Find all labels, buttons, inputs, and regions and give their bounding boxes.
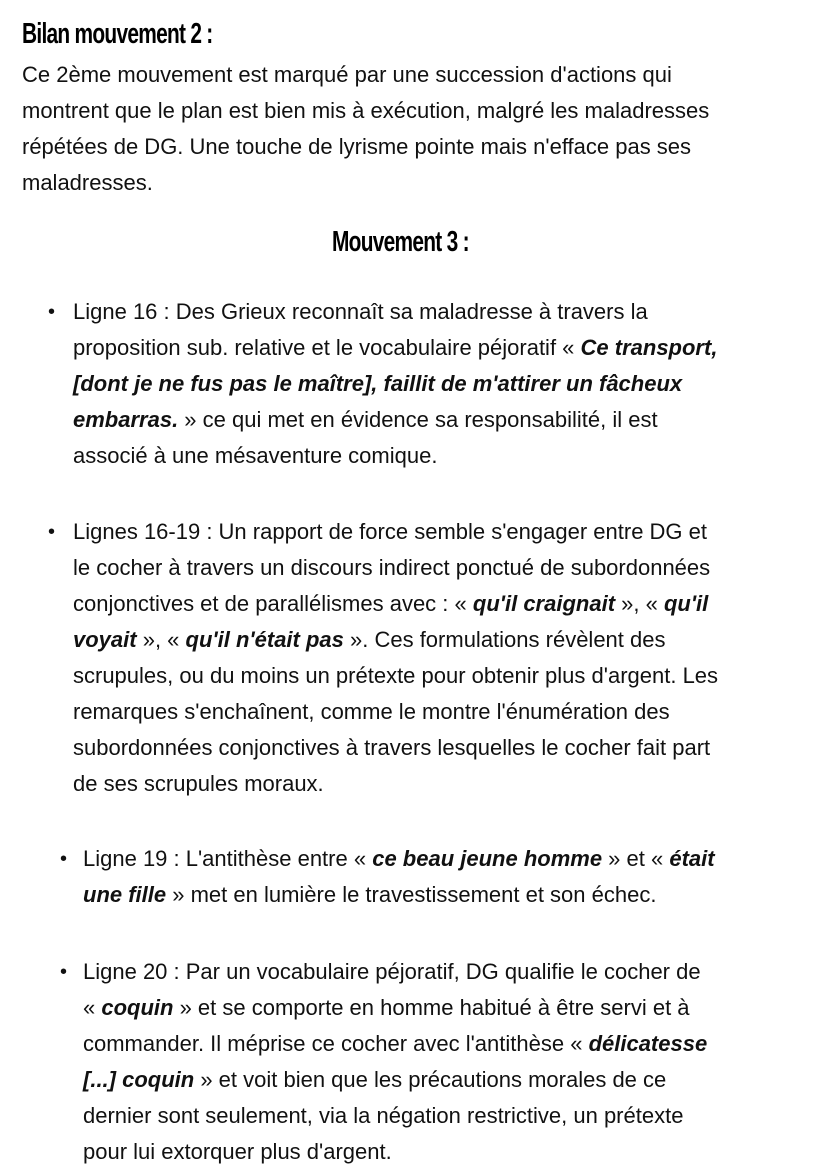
text-line <box>22 57 709 93</box>
text-segment: ». Ces formulations révèlent des <box>343 627 666 652</box>
text-segment: Lignes 16-19 : Un rapport de force semble s'engager entre DG et <box>73 519 708 544</box>
text-segment: » et « <box>602 846 670 871</box>
quotation-emphasis: délicatesse <box>588 1031 708 1056</box>
quotation-emphasis: était <box>669 846 715 871</box>
text-segment: Ligne 19 : L'antithèse entre « <box>83 846 373 871</box>
quotation-emphasis: qu'il <box>663 591 709 616</box>
text-segment: Ce 2ème mouvement est marqué par une succession d'actions qui <box>22 62 672 87</box>
bilan-heading: Bilan mouvement 2 : <box>22 18 213 50</box>
text-line <box>73 658 718 694</box>
text-line <box>73 766 718 802</box>
bullet-icon: • <box>48 521 56 543</box>
bullet-text <box>83 954 707 1170</box>
text-segment: scrupules, ou du moins un prétexte pour obtenir plus d'argent. Les <box>73 663 719 688</box>
text-line <box>83 1134 707 1170</box>
text-segment: dernier sont seulement, via la négation restrictive, un prétexte <box>83 1103 684 1128</box>
quotation-emphasis: une fille <box>83 882 167 907</box>
text-segment: répétées de DG. Une touche de lyrisme pointe mais n'efface pas ses <box>22 134 692 159</box>
text-line <box>73 402 717 438</box>
bullet-icon: • <box>60 848 68 870</box>
bullet-icon: • <box>48 301 56 323</box>
text-line <box>73 366 717 402</box>
text-segment: », « <box>136 627 186 652</box>
text-line <box>83 990 707 1026</box>
text-segment: subordonnées conjonctives à travers lesquelles le cocher fait part <box>73 735 711 760</box>
bullet-text <box>83 841 715 913</box>
quotation-emphasis: qu'il craignait <box>472 591 616 616</box>
text-line <box>73 294 717 330</box>
quotation-emphasis: qu'il n'était pas <box>185 627 344 652</box>
text-segment: le cocher à travers un discours indirect ponctué de subordonnées <box>73 555 711 580</box>
text-line <box>83 1026 707 1062</box>
text-line <box>73 694 718 730</box>
text-segment: » ce qui met en évidence sa responsabilité, il est <box>178 407 658 432</box>
text-segment: pour lui extorquer plus d'argent. <box>83 1139 392 1164</box>
movement3-heading: Mouvement 3 : <box>332 226 469 258</box>
text-line <box>83 954 707 990</box>
text-segment: remarques s'enchaînent, comme le montre l'énumération des <box>73 699 670 724</box>
text-segment: », « <box>615 591 664 616</box>
bilan-paragraph <box>22 57 709 201</box>
text-line <box>73 330 717 366</box>
text-segment: de ses scrupules moraux. <box>73 771 324 796</box>
text-line <box>22 165 709 201</box>
text-segment: commander. Il méprise ce cocher avec l'antithèse « <box>83 1031 589 1056</box>
quotation-emphasis: ce beau jeune homme <box>372 846 603 871</box>
text-line <box>83 1098 707 1134</box>
quotation-emphasis: Ce transport, <box>580 335 718 360</box>
text-line <box>73 514 718 550</box>
text-segment: « <box>83 995 102 1020</box>
text-line <box>73 730 718 766</box>
text-segment: montrent que le plan est bien mis à exécution, malgré les maladresses <box>22 98 710 123</box>
text-line <box>73 550 718 586</box>
text-segment: » et voit bien que les précautions morales de ce <box>194 1067 667 1092</box>
text-segment: proposition sub. relative et le vocabulaire péjoratif « <box>73 335 581 360</box>
quotation-emphasis: embarras. <box>73 407 179 432</box>
text-segment: » et se comporte en homme habitué à être servi et à <box>173 995 690 1020</box>
bullet-text <box>73 514 718 802</box>
text-segment: associé à une mésaventure comique. <box>73 443 438 468</box>
quotation-emphasis: [dont je ne fus pas le maître], faillit de m'attirer un fâcheux <box>73 371 683 396</box>
text-line <box>83 841 715 877</box>
text-segment: » met en lumière le travestissement et son échec. <box>166 882 657 907</box>
text-line <box>73 622 718 658</box>
text-line <box>83 1062 707 1098</box>
quotation-emphasis: [...] coquin <box>83 1067 195 1092</box>
text-line <box>83 877 715 913</box>
text-line <box>22 129 709 165</box>
text-segment: maladresses. <box>22 170 153 195</box>
text-segment: Ligne 16 : Des Grieux reconnaît sa maladresse à travers la <box>73 299 648 324</box>
text-line <box>73 586 718 622</box>
text-segment: conjonctives et de parallélismes avec : « <box>73 591 473 616</box>
quotation-emphasis: voyait <box>73 627 137 652</box>
text-line <box>73 438 717 474</box>
bullet-icon: • <box>60 961 68 983</box>
quotation-emphasis: coquin <box>101 995 174 1020</box>
text-segment: Ligne 20 : Par un vocabulaire péjoratif, DG qualifie le cocher de <box>83 959 701 984</box>
text-line <box>22 93 709 129</box>
bullet-text <box>73 294 717 474</box>
